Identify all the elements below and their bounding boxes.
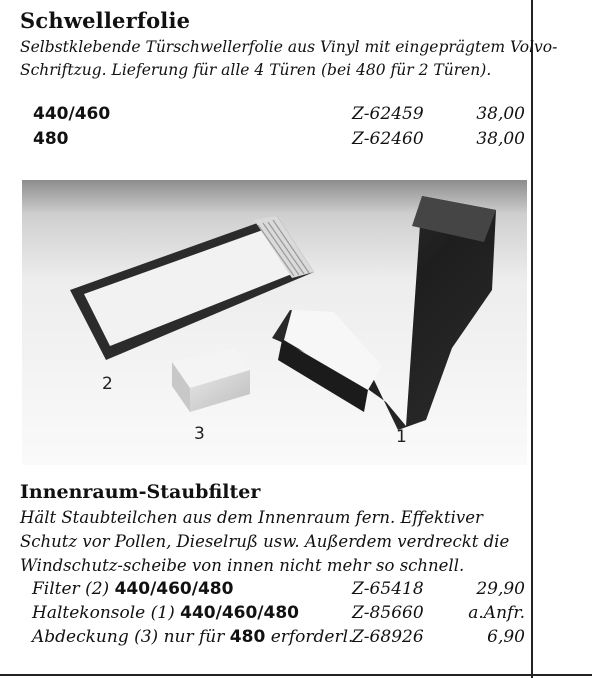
section1-description-line: Selbstklebende Türschwellerfolie aus Vinyl mit eingeprägtem Volvo-	[20, 38, 558, 56]
item-label	[32, 579, 233, 599]
product-row	[0, 129, 531, 153]
item-label	[32, 603, 299, 623]
item-label-prefix: Haltekonsole (1)	[32, 603, 181, 623]
price: 38,00	[476, 129, 525, 149]
section2-description-line: Windschutz-scheibe von innen nicht mehr so schnell.	[20, 556, 465, 575]
item-label-suffix: erforderl.	[265, 627, 354, 647]
page-right-border	[531, 0, 533, 678]
article-number: Z-62460	[352, 129, 424, 149]
section1-title: Schwellerfolie	[20, 8, 191, 33]
price: 6,90	[487, 627, 525, 647]
article-number: Z-68926	[352, 627, 424, 647]
item-row	[0, 579, 531, 603]
item-row	[0, 603, 531, 627]
price: 38,00	[476, 104, 525, 124]
section2-description-line: Schutz vor Pollen, Dieselruß usw. Außerdem verdreckt die	[20, 532, 510, 551]
article-number: Z-62459	[352, 104, 424, 124]
product-model: 440/460	[33, 104, 111, 124]
product-photo	[22, 180, 527, 465]
item-label	[32, 627, 353, 647]
article-number: Z-85660	[352, 603, 424, 623]
product-row	[0, 104, 531, 128]
item-model: 440/460/480	[114, 579, 234, 599]
item-label-prefix: Abdeckung (3) nur für	[32, 627, 230, 647]
price: 29,90	[476, 579, 525, 599]
section2-title: Innenraum-Staubfilter	[20, 481, 261, 503]
item-label-prefix: Filter (2)	[32, 579, 115, 599]
page-bottom-border	[0, 674, 592, 676]
section1-description-line: Schriftzug. Lieferung für alle 4 Türen (bei 480 für 2 Türen).	[20, 61, 492, 79]
price: a.Anfr.	[468, 603, 525, 623]
callout-label-2: 2	[102, 374, 113, 394]
article-number: Z-65418	[352, 579, 424, 599]
item-row	[0, 627, 531, 651]
item-model: 440/460/480	[180, 603, 300, 623]
item-model: 480	[229, 627, 266, 647]
callout-label-1: 1	[396, 427, 407, 447]
product-model: 480	[33, 129, 69, 149]
section2-description-line: Hält Staubteilchen aus dem Innenraum fern. Effektiver	[20, 508, 483, 527]
callout-label-3: 3	[194, 424, 205, 444]
